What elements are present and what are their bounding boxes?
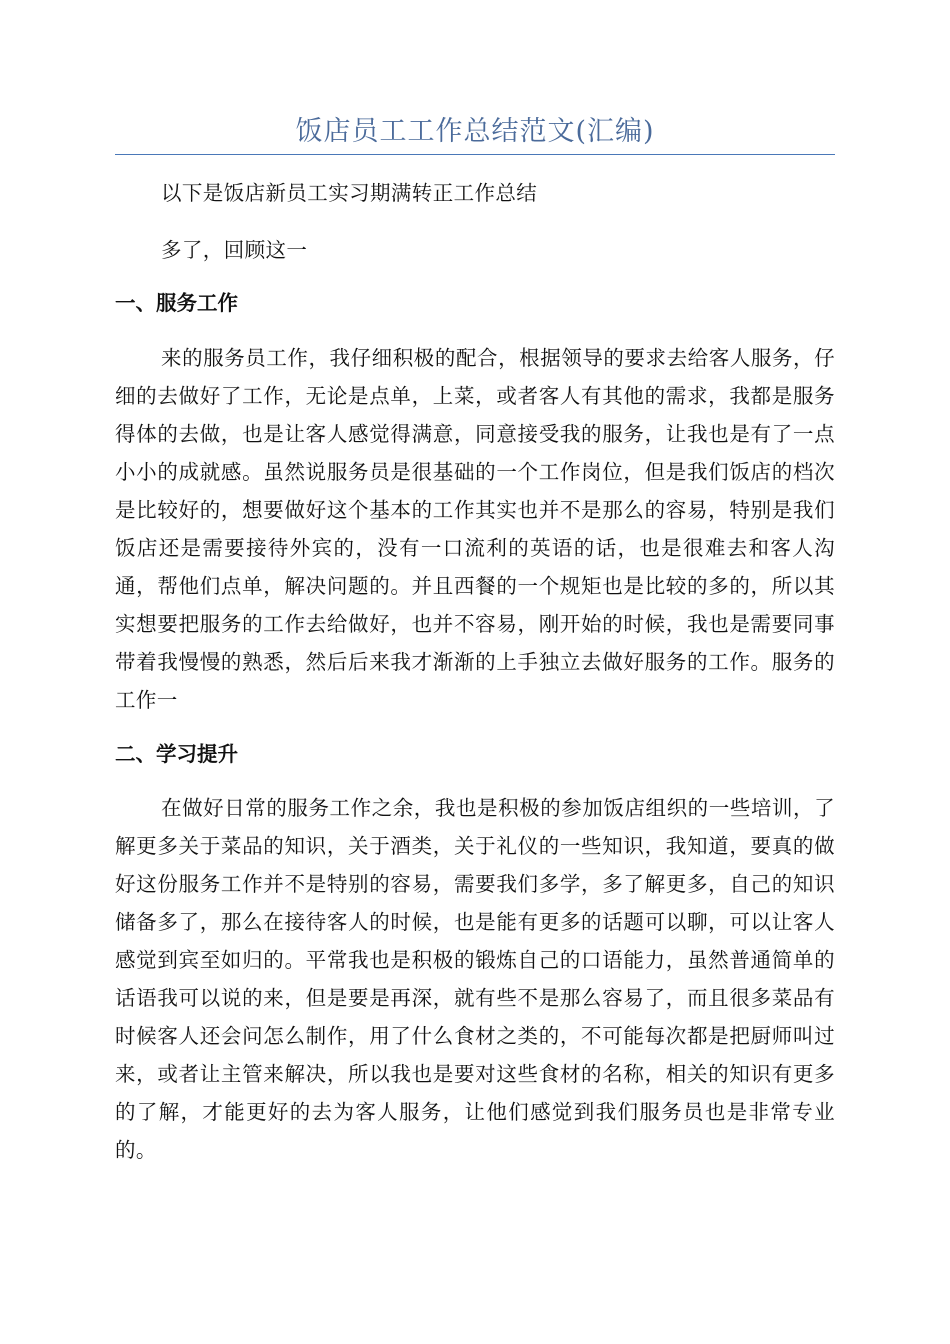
document-title: 饭店员工工作总结范文(汇编) — [295, 116, 655, 147]
intro-paragraph: 以下是饭店新员工实习期满转正工作总结 — [161, 181, 538, 205]
section-body-service: 来的服务员工作，我仔细积极的配合，根据领导的要求去给客人服务，仔细的去做好了工作，无论是点单，上菜，或者客人有其他的需求，我都是服务得体的去做，也是让客人感觉得满意，同意接受我的服务，让我也是有了一点小小的成就感。虽然说服务员是很基础的一个工作岗位，但是我们饭店的档次是比较好的，想要做好这个基本的工作其实也并不是那么的容易，特别是我们饭店还是需要接待外宾的，没有一口流利的英语的话，也是很难去和客人沟通，帮他们点单，解决问题的。并且西餐的一个规矩也是比较的多的，所以其实想要把服务的工作去给做好，也并不容易，刚开始的时候，我也是需要同事带着我慢慢的熟悉，然后后来我才渐渐的上手独立去做好服务的工作。服务的工作一 — [115, 346, 835, 712]
section-body-learning: 在做好日常的服务工作之余，我也是积极的参加饭店组织的一些培训，了解更多关于菜品的知识，关于酒类，关于礼仪的一些知识，我知道，要真的做好这份服务工作并不是特别的容易，需要我们多学，多了解更多，自己的知识储备多了，那么在接待客人的时候，也是能有更多的话题可以聊，可以让客人感觉到宾至如归的。平常我也是积极的锻炼自己的口语能力，虽然普通简单的话语我可以说的来，但是要是再深，就有些不是那么容易了，而且很多菜品有时候客人还会问怎么制作，用了什么食材之类的，不可能每次都是把厨师叫过来，或者让主管来解决，所以我也是要对这些食材的名称，相关的知识有更多的了解，才能更好的去为客人服务，让他们感觉到我们服务员也是非常专业的。 — [115, 796, 835, 1162]
intro-paragraph-2: 多了，回顾这一 — [161, 238, 308, 262]
section-heading-learning: 二、学习提升 — [115, 742, 238, 766]
section-heading-service: 一、服务工作 — [115, 291, 238, 315]
title-underline — [115, 154, 835, 155]
